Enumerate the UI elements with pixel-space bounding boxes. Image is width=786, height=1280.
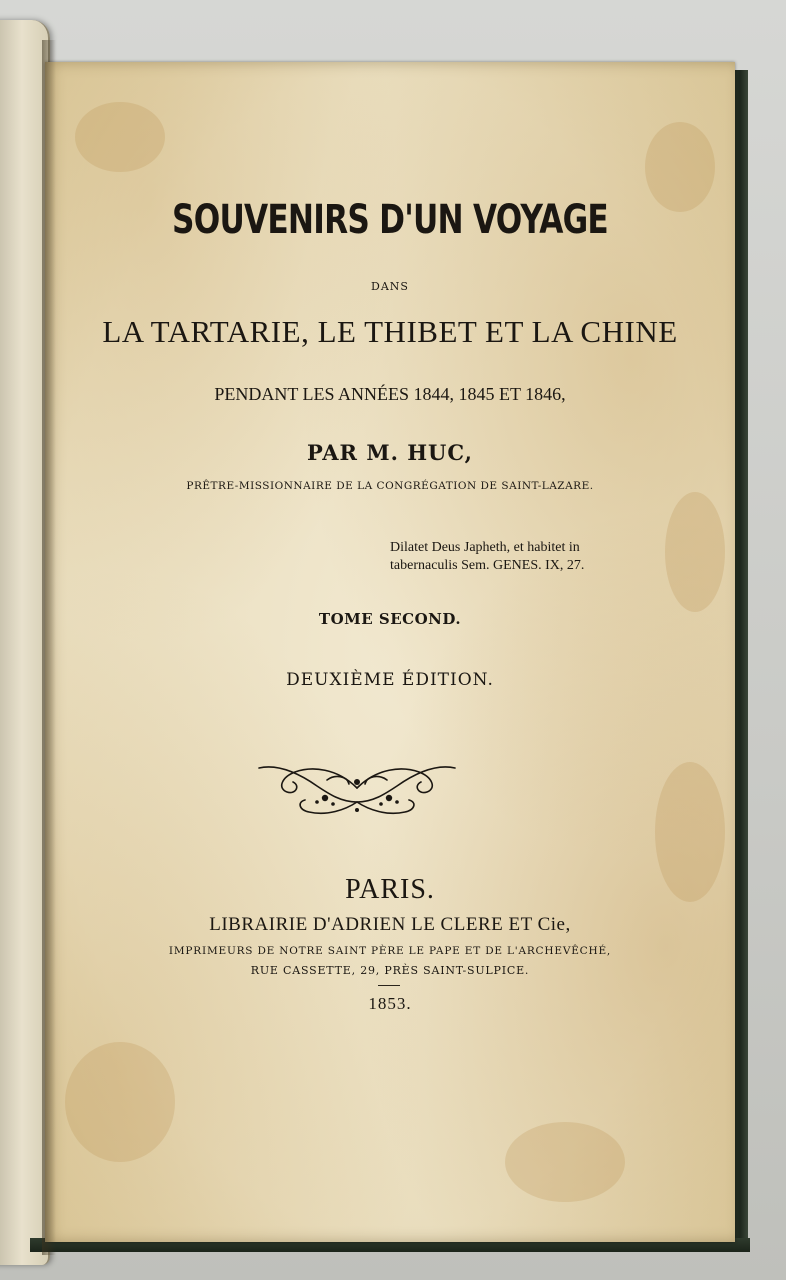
foxing-stain [665, 492, 725, 612]
author-name: PAR M. HUC, [307, 440, 473, 465]
publisher-address: RUE CASSETTE, 29, PRÈS SAINT-SULPICE. [250, 964, 530, 977]
epigraph-line-2: tabernaculis Sem. GENES. IX, 27. [390, 558, 585, 573]
edition-label: DEUXIÈME ÉDITION. [286, 670, 494, 690]
epigraph [390, 539, 640, 575]
foxing-stain [65, 1042, 175, 1162]
author-description: PRÊTRE-MISSIONNAIRE DE LA CONGRÉGATION DE SAINT-LAZARE. [186, 480, 594, 492]
title-connector: DANS [371, 280, 409, 293]
printer-credit: IMPRIMEURS DE NOTRE SAINT PÈRE LE PAPE ET DE L'ARCHEVÊCHÉ, [168, 945, 612, 957]
volume-label: TOME SECOND. [318, 610, 462, 628]
publication-city: PARIS. [345, 874, 435, 905]
publication-year: 1853. [368, 994, 412, 1013]
publisher-name: LIBRAIRIE D'ADRIEN LE CLERE ET Cie, [209, 914, 571, 935]
foxing-stain [75, 102, 165, 172]
spine-shadow [42, 40, 56, 1255]
travel-years: PENDANT LES ANNÉES 1844, 1845 ET 1846, [214, 384, 566, 404]
floral-vignette-icon [257, 758, 457, 820]
epigraph-line-1: Dilatet Deus Japheth, et habitet in [390, 540, 580, 555]
divider-rule [378, 985, 400, 986]
book-subtitle: LA TARTARIE, LE THIBET ET LA CHINE [102, 314, 678, 349]
foxing-stain [505, 1122, 625, 1202]
title-page [45, 62, 735, 1242]
book-title: SOUVENIRS D'UN VOYAGE [172, 197, 608, 243]
